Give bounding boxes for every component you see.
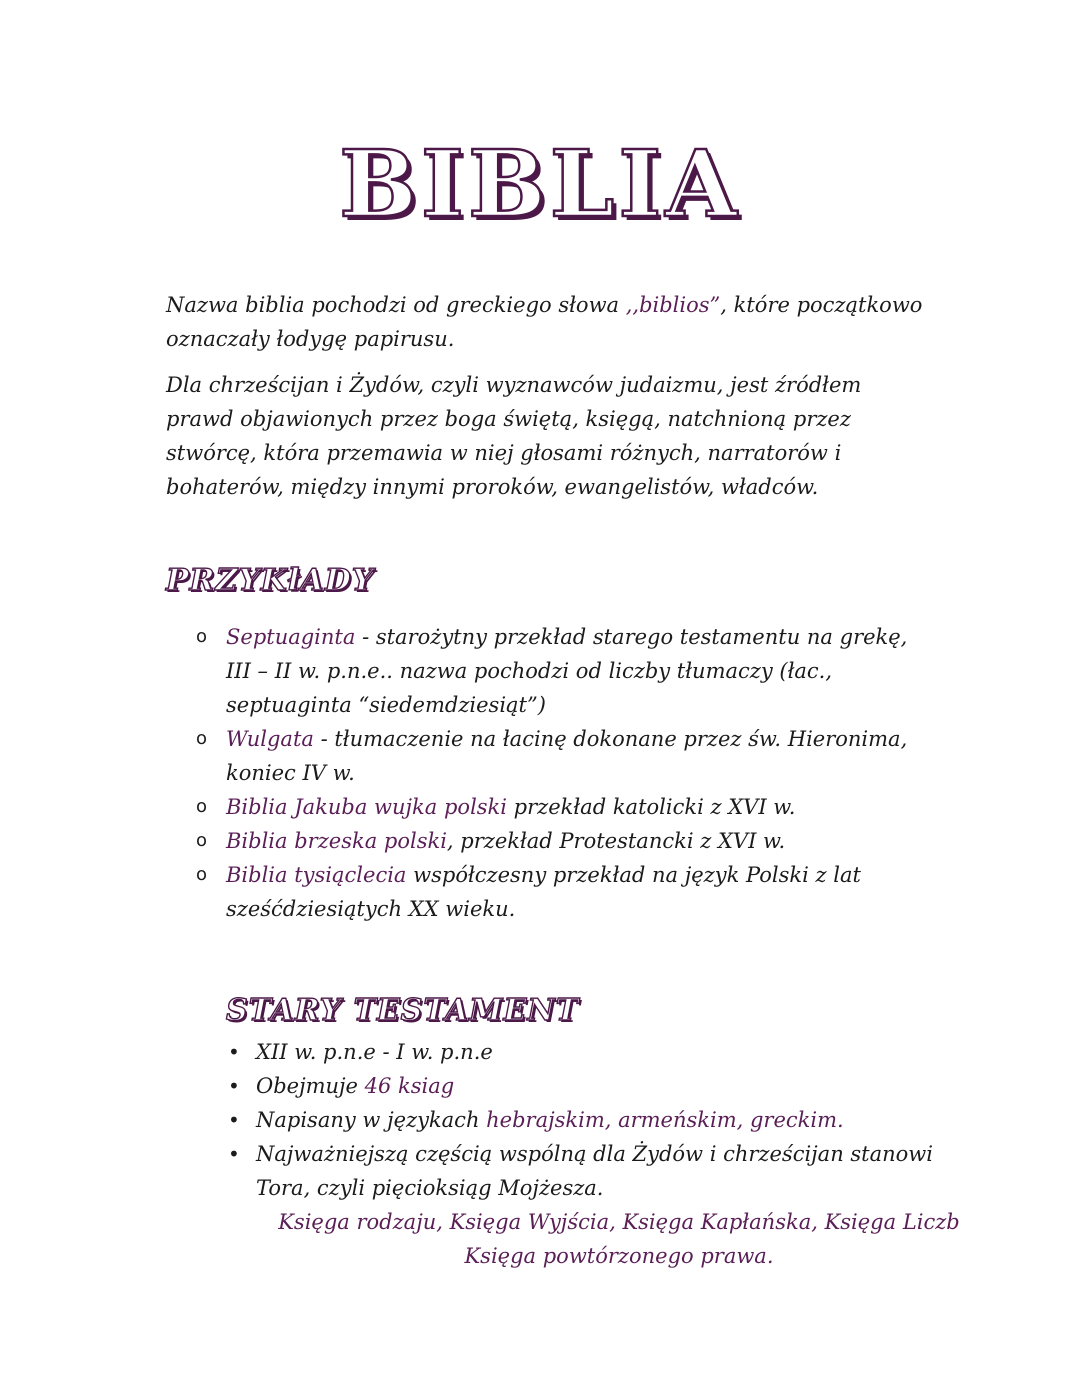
list-item	[196, 620, 936, 722]
circle-bullet-icon: o	[196, 864, 208, 885]
books-count-label: Obejmuje	[256, 1074, 365, 1098]
intro-paragraph-2: Dla chrześcijan i Żydów, czyli wyznawców judaizmu, jest źródłem prawd objawionych przez boga świętą, księgą, natchnioną przez stwórcę, która przemawia w niej głosami różnych, narratorów i bohaterów, między innymi proroków, ewangelistów, władców.	[166, 373, 862, 499]
intro-text: Nazwa biblia pochodzi od greckiego słowa	[166, 293, 626, 317]
intro-text-end: , które początkowo oznaczały łodygę papirusu.	[166, 293, 923, 351]
translation-desc: , przekład Protestancki z XVI w.	[446, 829, 786, 853]
list-item	[226, 1035, 946, 1069]
circle-bullet-icon: o	[196, 796, 208, 817]
translation-desc: przekład katolicki z XVI w.	[507, 795, 796, 819]
examples-list	[196, 620, 936, 926]
dot-bullet-icon: •	[228, 1074, 240, 1098]
list-item	[226, 1137, 946, 1205]
books-count: 46 ksiag	[364, 1074, 455, 1098]
biblios-word: ,,biblios”	[625, 293, 721, 317]
list-item	[226, 1069, 946, 1103]
dot-bullet-icon: •	[228, 1142, 240, 1166]
translation-name: Septuaginta	[226, 625, 356, 649]
circle-bullet-icon: o	[196, 830, 208, 851]
examples-heading: PRZYKłADY	[166, 563, 375, 598]
translation-desc: współczesny przekład na język Polski z lat sześćdziesiątych XX wieku.	[226, 863, 861, 921]
dot-bullet-icon: •	[228, 1040, 240, 1064]
old-testament-list	[226, 1035, 946, 1205]
torah-books-line-1: Księga rodzaju, Księga Wyjścia, Księga Kapłańska, Księga Liczb	[278, 1210, 960, 1234]
list-item	[196, 824, 936, 858]
translation-name: Biblia Jakuba wujka polski	[226, 795, 507, 819]
old-testament-heading: STARY TESTAMENT	[226, 993, 580, 1028]
torah-books-line-2: Księga powtórzonego prawa.	[464, 1244, 774, 1268]
list-item	[196, 858, 936, 926]
circle-bullet-icon: o	[196, 728, 208, 749]
translation-name: Biblia tysiąclecia	[226, 863, 407, 887]
torah-text: Najważniejszą częścią wspólną dla Żydów i chrześcijan stanowi Tora, czyli pięcioksiąg Mojżesza.	[256, 1142, 933, 1200]
circle-bullet-icon: o	[196, 626, 208, 647]
translation-desc: - tłumaczenie na łacinę dokonane przez św. Hieronima, koniec IV w.	[226, 727, 908, 785]
period-text: XII w. p.n.e - I w. p.n.e	[256, 1040, 493, 1064]
translation-name: Biblia brzeska polski	[226, 829, 447, 853]
dot-bullet-icon: •	[228, 1108, 240, 1132]
list-item	[196, 722, 936, 790]
translation-name: Wulgata	[226, 727, 314, 751]
languages: hebrajskim, armeńskim, greckim.	[486, 1108, 844, 1132]
languages-label: Napisany w językach	[256, 1108, 487, 1132]
intro-paragraph-1	[166, 288, 926, 356]
list-item	[196, 790, 936, 824]
page-title: BIBLIA	[339, 130, 741, 238]
translation-desc: - starożytny przekład starego testamentu na grekę, III – II w. p.n.e.. nazwa pochodzi od liczby tłumaczy (łac., septuaginta “siedemdziesiąt”)	[226, 625, 908, 717]
list-item	[226, 1103, 946, 1137]
